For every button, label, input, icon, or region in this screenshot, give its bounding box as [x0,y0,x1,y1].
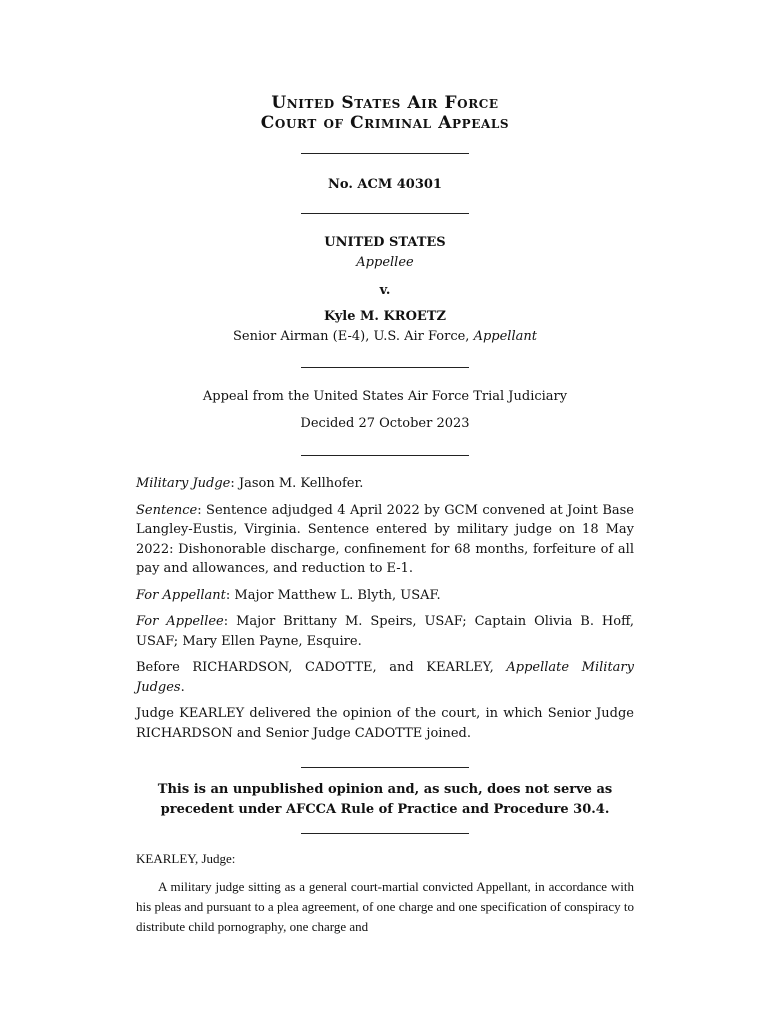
case-number: No. ACM 40301 [328,177,442,192]
for-appellant [136,586,634,606]
divider [301,367,469,368]
appellant-description [0,329,770,345]
versus: v. [379,283,391,298]
opinion-paragraph: A military judge sitting as a general court-martial convicted Appellant, in accordance with his pleas and pursuant to a plea agreement, of one charge and one specification of conspiracy to distribute child pornography, one charge and [136,879,634,934]
for-appellee-value: : Major Brittany M. Speirs, USAF; Captain Olivia B. Hoff, USAF; Mary Ellen Payne, Esquire. [136,614,634,649]
delivered-by: Judge KEARLEY delivered the opinion of the court, in which Senior Judge RICHARDSON and Senior Judge CADOTTE joined. [136,706,634,741]
decision-date: Decided 27 October 2023 [300,416,470,431]
opinion-author: KEARLEY, Judge: [136,851,236,866]
notice-line1: This is an unpublished opinion and, as such, does not serve as [157,782,613,797]
military-judge [136,474,634,494]
divider [301,213,469,214]
appellee-name: UNITED STATES [324,235,446,250]
court-name-line1: United States Air Force [271,93,499,113]
appellant-role: Appellant [473,329,537,344]
panel [136,658,634,697]
military-judge-label: Military Judge [136,476,231,491]
panel-role: Appellate Military Judges [136,660,634,695]
appellant-desc-text: Senior Airman (E-4), U.S. Air Force, [233,329,474,344]
opinion-body [136,849,634,937]
case-details [136,474,634,750]
sentence-label: Sentence [136,502,198,518]
sentence-value: : Sentence adjudged 4 April 2022 by GCM convened at Joint Base Langley-Eustis, Virginia. Sentence entered by military judge on 18 May 2022: Dishonorable discharge, confinement for 68 months, forfeiture of all pay and allowances, and reduction to E-1. [136,502,634,576]
divider [301,833,469,834]
divider [301,767,469,768]
for-appellee [136,612,634,651]
appeal-from: Appeal from the United States Air Force Trial Judiciary [202,389,568,404]
panel-text: Before RICHARDSON, CADOTTE, and KEARLEY, [136,660,507,675]
appellee-role: Appellee [356,255,414,270]
divider [301,153,469,154]
for-appellant-label: For Appellant [136,587,226,603]
divider [301,455,469,456]
for-appellant-value: : Major Matthew L. Blyth, USAF. [225,587,441,603]
for-appellee-label: For Appellee [136,614,224,629]
panel-end: . [180,679,185,695]
notice-line2: precedent under AFCCA Rule of Practice and Procedure 30.4. [160,802,610,817]
appellant-name: Kyle M. KROETZ [324,309,446,324]
court-name-line2: Court of Criminal Appeals [260,113,510,133]
sentence [136,501,634,579]
military-judge-value: : Jason M. Kellhofer. [230,476,364,491]
